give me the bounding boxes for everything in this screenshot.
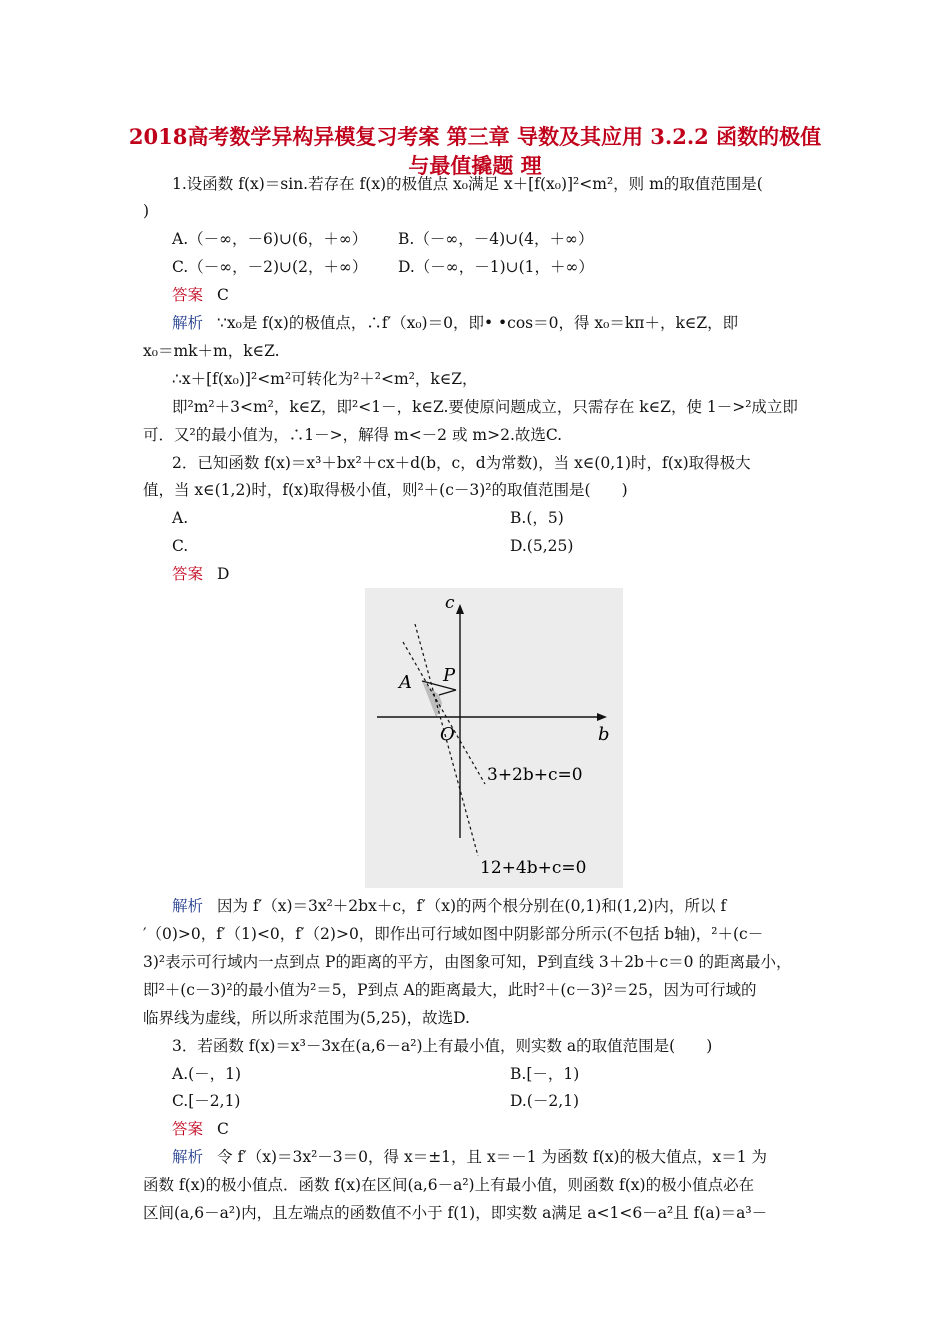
analysis-label: 解析 [172, 1148, 204, 1166]
q3-option-c: C.[－2,1) [172, 1092, 241, 1110]
label-line1: 3+2b+c=0 [487, 765, 583, 785]
answer-label: 答案 [172, 565, 204, 583]
q2-option-d: D.(5,25) [510, 537, 574, 555]
page-title: 2018高考数学异构异模复习考案 第三章 导数及其应用 3.2.2 函数的极值与最值撬题 理 [128, 124, 822, 178]
answer-label: 答案 [172, 1120, 204, 1138]
q1-answer-value: C [217, 286, 229, 304]
q1-option-c: C.（－∞，－2)∪(2，＋∞） [172, 258, 368, 276]
q2-option-c: C. [172, 537, 189, 555]
label-b: b [598, 724, 610, 745]
q1-option-d: D.（－∞，－1)∪(1，＋∞） [398, 258, 594, 276]
q3-solution-line1: 解析 令 f′（x)＝3x²－3＝0，得 x＝±1，且 x＝－1 为函数 f(x)的极大值点，x＝1 为 [172, 1148, 768, 1166]
q3-option-a: A.(－，1) [172, 1065, 242, 1083]
q2-option-a: A. [172, 509, 189, 527]
q1-answer-row [172, 285, 229, 305]
label-O: O [440, 724, 455, 745]
q2-stem-line1: 2．已知函数 f(x)＝x³＋bx²＋cx＋d(b，c，d为常数)，当 x∈(0,1)时，f(x)取得极大 [172, 454, 751, 472]
q3-stem-line1: 3．若函数 f(x)＝x³－3x在(a,6－a²)上有最小值，则实数 a的取值范围是( ) [172, 1037, 713, 1055]
feasible-region-figure [365, 588, 623, 888]
q1-solution-line1: 解析 ∵x₀是 f(x)的极值点，∴f′（x₀)＝0，即• •cos＝0，得 x₀＝kπ＋，k∈Z，即 [172, 314, 739, 332]
q2-answer-value: D [217, 565, 230, 583]
label-P: P [443, 665, 456, 686]
q1-stem-line2: ) [143, 202, 150, 220]
q2-answer-row [172, 564, 229, 584]
q2-solution-line2: ′（0)>0，f′（1)<0，f′（2)>0，即作出可行域如图中阴影部分所示(不包括 b轴)，²＋(c－ [143, 925, 764, 943]
q1-option-b: B.（－∞，－4)∪(4，＋∞） [398, 230, 594, 248]
label-c: c [445, 593, 455, 613]
analysis-label: 解析 [172, 314, 204, 332]
q2-solution-line5: 临界线为虚线，所以所求范围为(5,25)，故选D. [143, 1009, 470, 1027]
figure-background [365, 588, 623, 888]
q1-solution-line3: ∴x＋[f(x₀)]²<m²可转化为²＋²<m²，k∈Z， [172, 370, 478, 388]
q3-answer-row [172, 1119, 229, 1139]
q2-solution-line3: 3)²表示可行域内一点到点 P的距离的平方，由图象可知，P到直线 3＋2b＋c＝0 的距离最小， [143, 953, 792, 971]
q2-option-b: B.(，5) [510, 509, 564, 527]
q2-solution-line4: 即²＋(c－3)²的最小值为²＝5，P到点 A的距离最大，此时²＋(c－3)²＝25，因为可行域的 [143, 981, 757, 999]
analysis-label: 解析 [172, 897, 204, 915]
q1-solution-line4: 即²m²＋3<m²，k∈Z，即²<1－，k∈Z.要使原问题成立，只需存在 k∈Z，使 1－>²成立即 [172, 398, 798, 416]
q1-option-a: A.（－∞，－6)∪(6，＋∞） [172, 230, 368, 248]
q3-answer-value: C [217, 1120, 229, 1138]
label-A: A [399, 672, 412, 693]
q3-option-b: B.[－，1) [510, 1065, 580, 1083]
q1-solution-line2: x₀＝mk＋m，k∈Z. [143, 342, 280, 360]
label-line2: 12+4b+c=0 [480, 858, 587, 878]
answer-label: 答案 [172, 286, 204, 304]
q3-option-d: D.(－2,1) [510, 1092, 580, 1110]
q1-stem-line1: 1.设函数 f(x)＝sin.若存在 f(x)的极值点 x₀满足 x＋[f(x₀)]²<m²，则 m的取值范围是( [172, 175, 763, 193]
q3-solution-line3: 区间(a,6－a²)内，且左端点的函数值不小于 f(1)，即实数 a满足 a<1<6－a²且 f(a)＝a³－ [143, 1204, 768, 1222]
q2-stem-line2: 值，当 x∈(1,2)时，f(x)取得极小值，则²＋(c－3)²的取值范围是( ) [143, 481, 628, 499]
q1-solution-line5: 可．又²的最小值为，∴1－>，解得 m<－2 或 m>2.故选C. [143, 426, 563, 444]
q3-solution-line2: 函数 f(x)的极小值点．函数 f(x)在区间(a,6－a²)上有最小值，则函数 f(x)的极小值点必在 [143, 1176, 755, 1194]
q2-solution-line1: 解析 因为 f′（x)＝3x²＋2bx＋c，f′（x)的两个根分别在(0,1)和(1,2)内，所以 f [172, 897, 727, 915]
